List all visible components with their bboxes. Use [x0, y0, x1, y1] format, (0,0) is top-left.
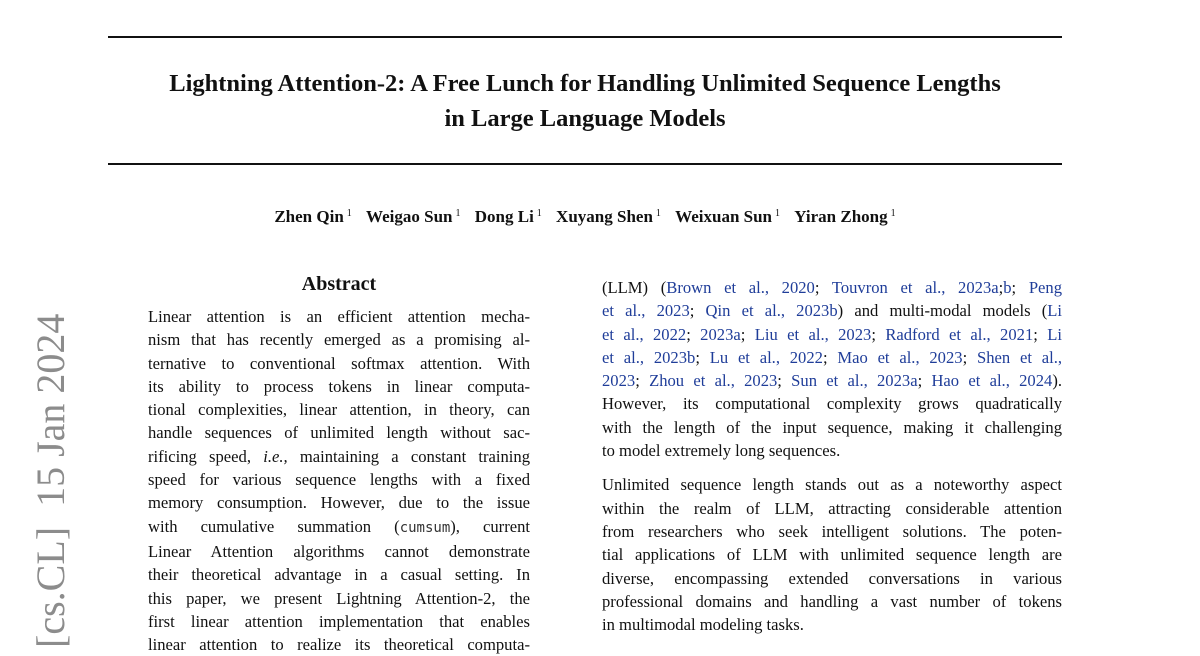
abstract-line: Linear attention is an efficient attention mecha- — [148, 307, 530, 326]
author-affiliation: 1 — [890, 208, 896, 219]
author-name: Zhen Qin — [274, 207, 344, 226]
intro-line: et al., 2023b; Lu et al., 2022; Mao et al., 2023; Shen et al., — [602, 347, 1062, 367]
arxiv-side-stamp: [cs.CL] 15 Jan 2024 — [28, 313, 73, 648]
citation-link: et al., 2022 — [602, 324, 687, 344]
intro-line: professional domains and handling a vast number of tokens — [602, 591, 1062, 611]
intro-line: (LLM) (Brown et al., 2020; Touvron et al., 2023a;b; Peng — [602, 278, 1062, 297]
author-affiliation: 1 — [346, 208, 352, 219]
citation-link: b — [1003, 278, 1012, 297]
abstract-line: Linear Attention algorithms cannot demonstrate — [148, 541, 530, 561]
author-name: Yiran Zhong — [794, 207, 888, 226]
abstract-line: first linear attention implementation that enables — [148, 611, 530, 631]
author — [675, 207, 780, 227]
intro-line: to model extremely long sequences. — [602, 441, 841, 461]
author — [366, 207, 460, 227]
author-name: Xuyang Shen — [556, 207, 653, 226]
abstract-line: their theoretical advantage in a casual setting. In — [148, 565, 530, 585]
intro-line: However, its computational complexity grows quadratically — [602, 394, 1062, 414]
citation-link: Brown et al., 2020 — [666, 278, 815, 297]
abstract-line: ternative to conventional softmax attention. With — [148, 353, 530, 373]
abstract-heading: Abstract — [301, 273, 377, 295]
abstract-line: this paper, we present Lightning Attention-2, the — [148, 588, 530, 608]
citation-link: Mao et al., 2023 — [837, 347, 963, 367]
citation-link: Shen et al., — [976, 347, 1062, 367]
intro-line: in multimodal modeling tasks. — [602, 615, 804, 635]
author-affiliation: 1 — [655, 208, 661, 219]
abstract-line: rificing speed, i.e., maintaining a constant training — [148, 446, 531, 466]
intro-line: from researchers who seek intelligent solutions. The poten- — [602, 521, 1062, 541]
author — [274, 207, 351, 227]
author-name: Dong Li — [474, 207, 534, 226]
title-line-1: Lightning Attention-2: A Free Lunch for Handling Unlimited Sequence Lengths — [169, 70, 1001, 97]
citation-link: Peng — [1028, 278, 1062, 297]
intro-column — [602, 276, 1062, 636]
citation-link: Touvron et al., 2023a — [831, 278, 999, 297]
abstract-emphasis: i.e., — [263, 446, 288, 466]
author — [556, 207, 661, 227]
citation-link: 2023 — [602, 371, 636, 391]
abstract-line: speed for various sequence lengths with a fixed — [148, 470, 530, 490]
title-bottom-rule — [108, 163, 1062, 165]
abstract-line: tional complexities, linear attention, in theory, can — [148, 400, 530, 420]
citation-link: Li — [1047, 324, 1062, 344]
abstract-line: linear attention to realize its theoretical computa- — [148, 635, 530, 655]
citation-link: Sun et al., 2023a — [791, 371, 918, 391]
intro-line: et al., 2023; Qin et al., 2023b) and multi-modal models (Li — [602, 301, 1063, 321]
citation-link: Radford et al., 2021 — [885, 324, 1034, 344]
intro-line: tial applications of LLM with unlimited sequence length are — [602, 545, 1062, 565]
author — [794, 207, 895, 227]
intro-line: diverse, encompassing extended conversations in various — [602, 568, 1062, 588]
title-line-2: in Large Language Models — [444, 105, 726, 132]
paper-title — [100, 66, 1070, 136]
intro-line: 2023; Zhou et al., 2023; Sun et al., 2023a; Hao et al., 2024). — [602, 371, 1062, 391]
citation-link: Li — [1047, 301, 1063, 321]
abstract-line: nism that has recently emerged as a promising al- — [148, 330, 530, 350]
abstract-body — [148, 305, 530, 656]
intro-line: within the realm of LLM, attracting considerable attention — [602, 498, 1062, 518]
abstract-line: handle sequences of unlimited length without sac- — [148, 423, 530, 443]
intro-line: Unlimited sequence length stands out as a noteworthy aspect — [602, 475, 1062, 495]
abstract-code: cumsum — [399, 519, 451, 536]
title-top-rule — [108, 36, 1062, 38]
citation-link: Qin et al., 2023b — [705, 301, 838, 321]
author-name: Weixuan Sun — [675, 207, 773, 226]
author — [475, 207, 542, 227]
intro-line: et al., 2022; 2023a; Liu et al., 2023; Radford et al., 2021; Li — [602, 324, 1062, 344]
citation-link: Hao et al., 2024 — [931, 371, 1053, 391]
citation-link: Liu et al., 2023 — [754, 324, 872, 344]
author-affiliation: 1 — [455, 208, 461, 219]
citation-link: 2023a — [700, 324, 741, 344]
author-name: Weigao Sun — [366, 207, 453, 226]
author-affiliation: 1 — [775, 208, 781, 219]
intro-line: with the length of the input sequence, making it challenging — [602, 417, 1062, 437]
author-list — [100, 207, 1070, 227]
citation-link: et al., 2023b — [602, 347, 696, 367]
intro-paragraph-1 — [602, 276, 1062, 462]
citation-link: et al., 2023 — [602, 301, 690, 321]
abstract-line: memory consumption. However, due to the issue — [148, 493, 530, 513]
intro-paragraph-2 — [602, 473, 1062, 636]
abstract-line: its ability to process tokens in linear computa- — [148, 376, 530, 396]
citation-link: Lu et al., 2022 — [709, 347, 823, 367]
abstract-line: with cumulative summation (cumsum), current — [148, 516, 530, 536]
author-affiliation: 1 — [536, 208, 542, 219]
citation-link: Zhou et al., 2023 — [649, 371, 778, 391]
